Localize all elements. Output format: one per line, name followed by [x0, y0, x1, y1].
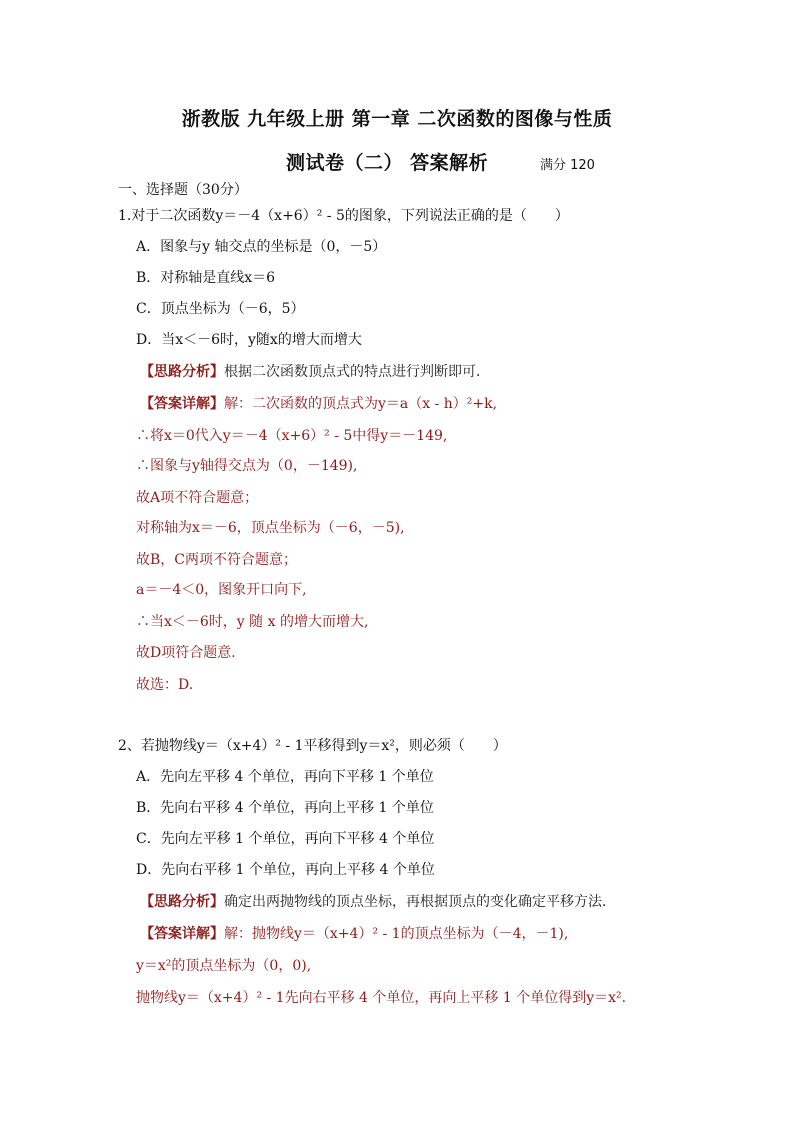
q1-detail-line: 解：二次函数的顶点式为y＝a（x - h）²+k, — [224, 396, 498, 412]
q1-detail-line: a＝－4＜0，图象开口向下, — [136, 582, 307, 598]
q2-detail-tag: 【答案详解】 — [140, 926, 224, 942]
q2-stem: 2、若抛物线y＝（x+4）² - 1平移得到y＝x²，则必须（ ） — [118, 738, 507, 754]
q1-detail-header — [140, 394, 497, 414]
q1-analysis-tag: 【思路分析】 — [140, 364, 224, 380]
q1-detail-line: 故A项不符合题意； — [136, 490, 259, 506]
page-title: 浙教版 九年级上册 第一章 二次函数的图像与性质 — [181, 108, 613, 130]
q1-detail-line: 故选：D. — [136, 677, 194, 693]
q1-stem: 1.对于二次函数y＝－4（x+6）² - 5的图象，下列说法正确的是（ ） — [118, 208, 569, 224]
score-label: 满分 120 — [540, 158, 595, 173]
section-heading: 一、选择题（30分） — [118, 182, 248, 198]
q1-detail-line: 故B，C两项不符合题意； — [136, 552, 297, 568]
q2-detail-line: 抛物线y＝（x+4）² - 1先向右平移 4 个单位，再向上平移 1 个单位得到y＝x². — [136, 990, 627, 1006]
q2-option-c: C．先向左平移 1 个单位，再向下平移 4 个单位 — [136, 831, 435, 847]
q1-option-a: A．图象与y 轴交点的坐标是（0，－5） — [136, 239, 387, 255]
q1-option-c: C．顶点坐标为（－6，5） — [136, 301, 305, 317]
q2-option-a: A．先向左平移 4 个单位，再向下平移 1 个单位 — [136, 769, 434, 785]
q1-detail-line: 对称轴为x＝－6，顶点坐标为（－6，－5), — [136, 520, 405, 536]
q1-detail-tag: 【答案详解】 — [140, 396, 224, 412]
q2-detail-line: y＝x²的顶点坐标为（0，0), — [136, 958, 312, 974]
q1-option-d: D．当x＜－6时，y随x的增大而增大 — [136, 332, 362, 348]
q1-detail-line: ∴图象与y轴得交点为（0，－149), — [136, 458, 358, 474]
q1-analysis — [140, 362, 490, 382]
q2-analysis-text: 确定出两抛物线的顶点坐标，再根据顶点的变化确定平移方法． — [224, 894, 616, 910]
page-subtitle: 测试卷（二） 答案解析 — [286, 152, 489, 174]
q2-detail-header — [140, 924, 568, 944]
q1-detail-line: ∴当x＜－6时，y 随 x 的增大而增大, — [136, 614, 369, 630]
q2-option-d: D．先向右平移 1 个单位，再向上平移 4 个单位 — [136, 862, 435, 878]
q2-option-b: B．先向右平移 4 个单位，再向上平移 1 个单位 — [136, 800, 434, 816]
q1-detail-line: 故D项符合题意． — [136, 645, 246, 661]
q1-option-b: B．对称轴是直线x＝6 — [136, 270, 276, 286]
q2-detail-line: 解：抛物线y＝（x+4）² - 1的顶点坐标为（－4，－1), — [224, 926, 569, 942]
q2-analysis — [140, 892, 616, 912]
q1-detail-line: ∴将x＝0代入y＝－4（x+6）² - 5中得y＝－149, — [136, 428, 448, 444]
q1-analysis-text: 根据二次函数顶点式的特点进行判断即可． — [224, 364, 490, 380]
q2-analysis-tag: 【思路分析】 — [140, 894, 224, 910]
